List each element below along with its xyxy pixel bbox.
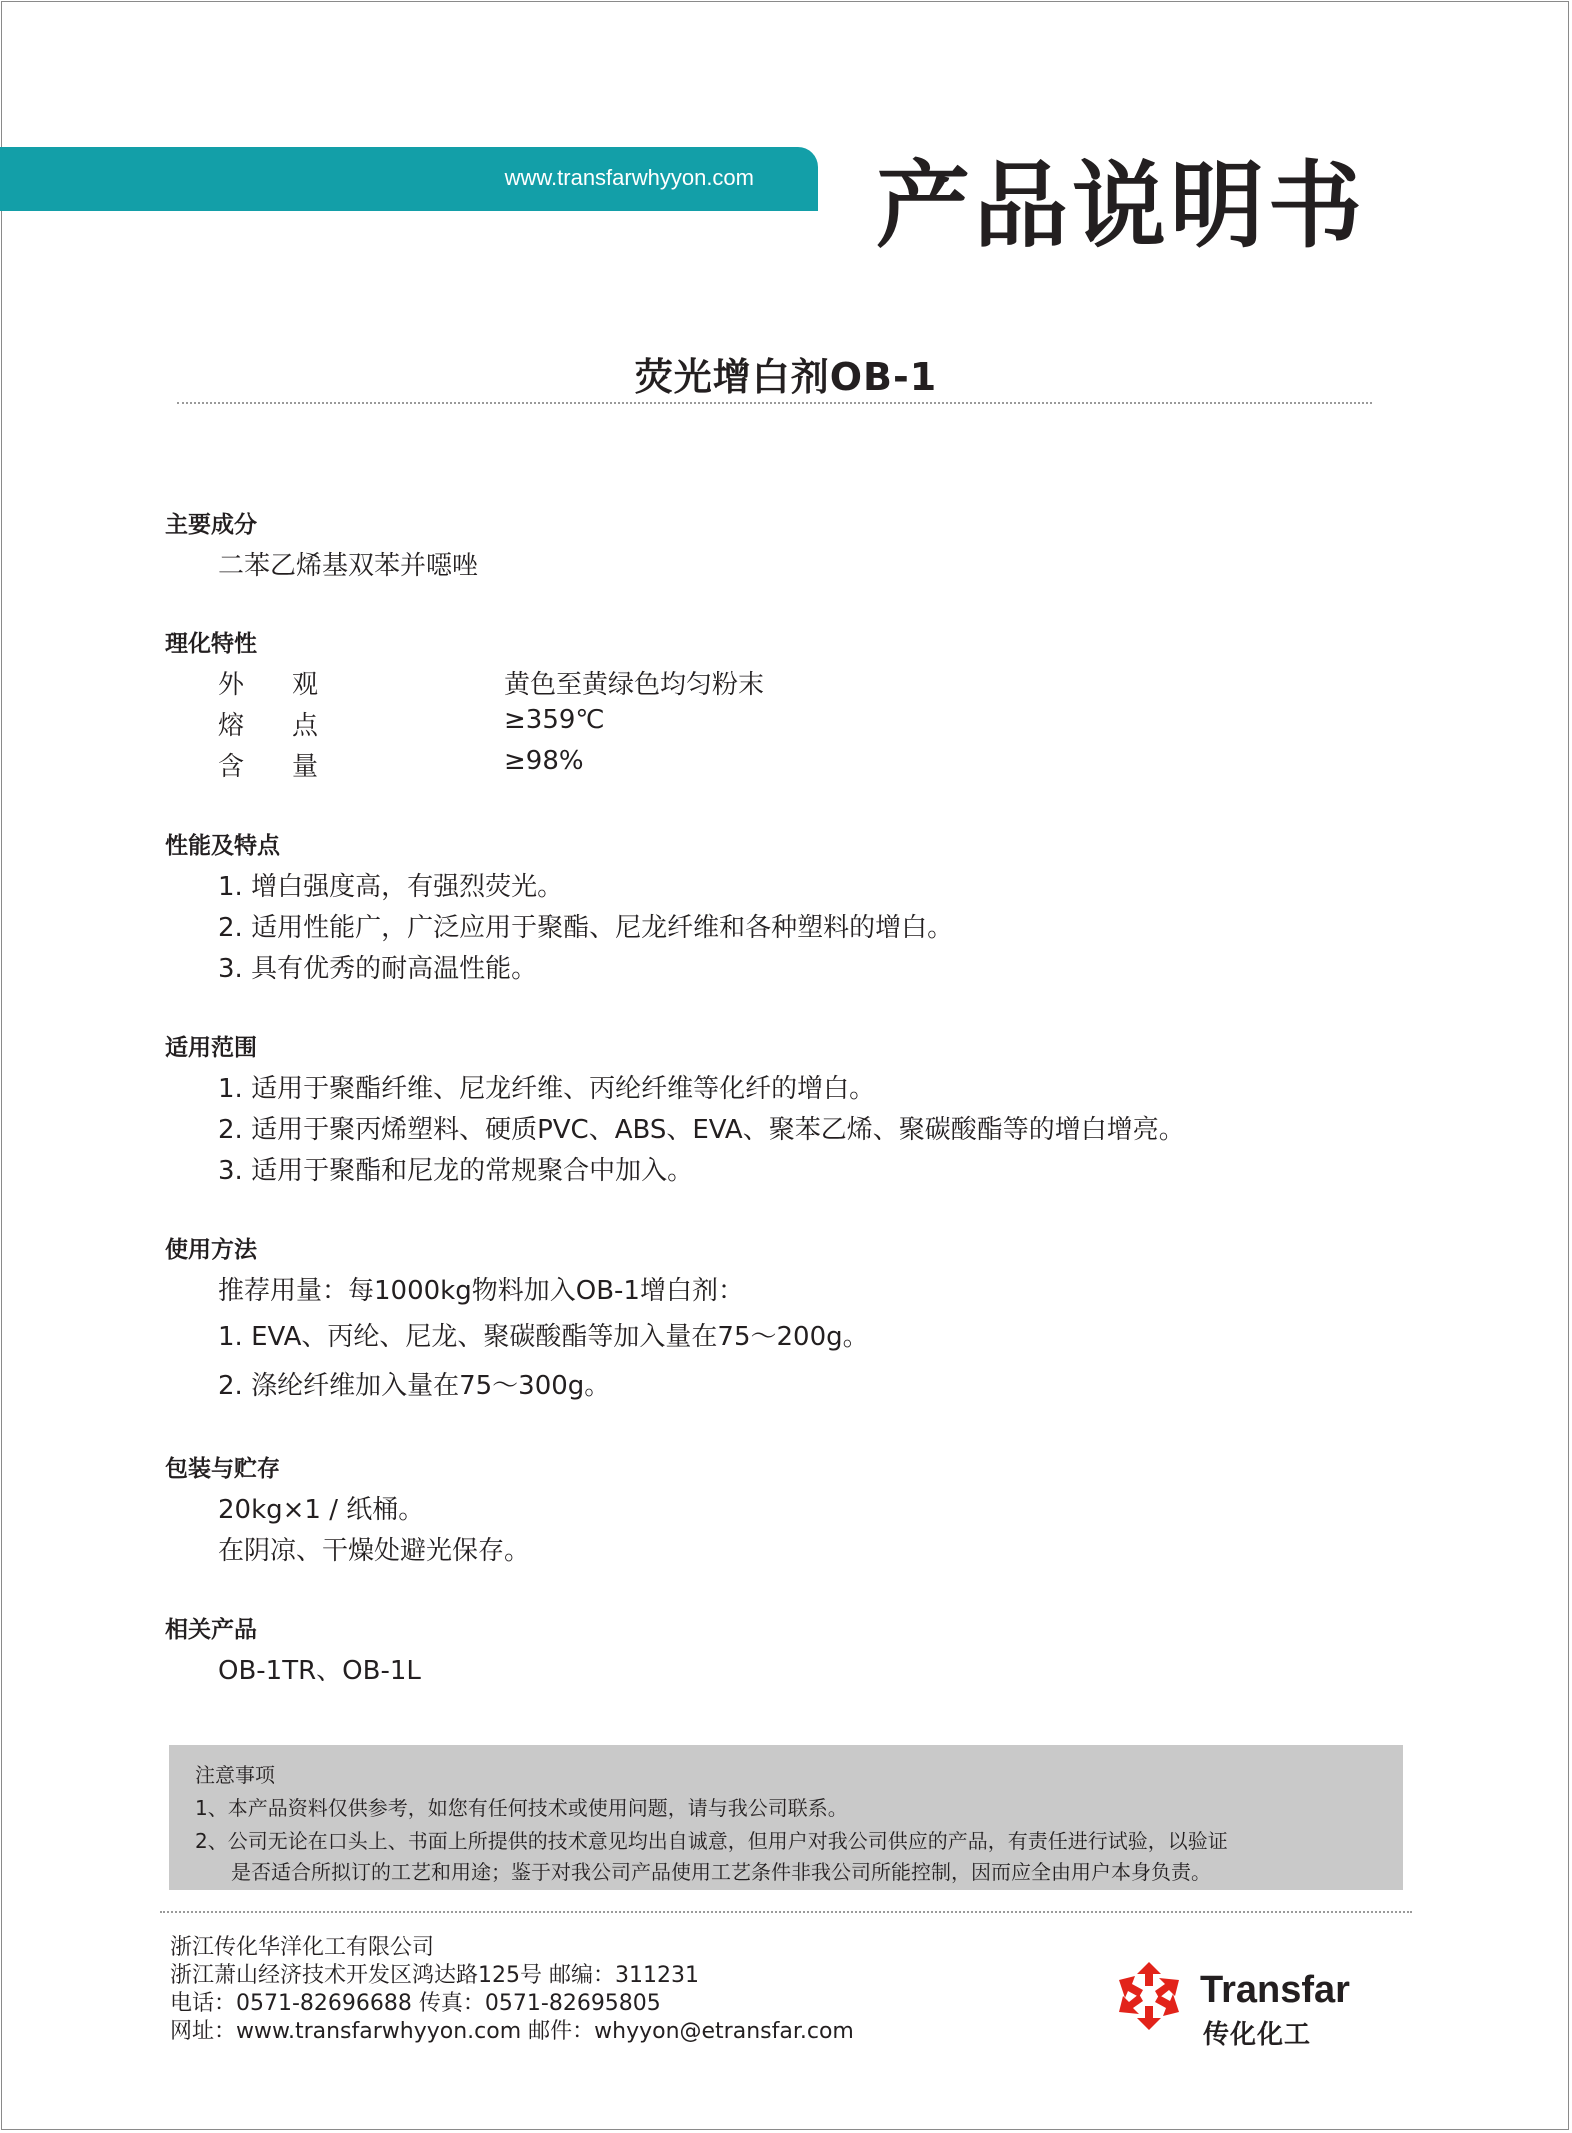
label-char: 量 [291, 752, 318, 782]
feature-item: 3. 具有优秀的耐高温性能。 [218, 954, 538, 984]
header-url-bar [0, 147, 818, 211]
title-divider [177, 402, 1372, 404]
scope-item: 3. 适用于聚酯和尼龙的常规聚合中加入。 [218, 1156, 694, 1186]
feature-item: 1. 增白强度高，有强烈荧光。 [218, 872, 564, 902]
scope-item: 1. 适用于聚酯纤维、尼龙纤维、丙纶纤维等化纤的增白。 [218, 1074, 876, 1104]
label-char: 熔 [218, 711, 245, 741]
brand-name-cn: 传化化工 [1203, 2020, 1312, 2050]
section-heading-packaging: 包装与贮存 [165, 1456, 280, 1482]
packaging-item: 20kg×1 / 纸桶。 [218, 1495, 425, 1525]
section-heading-composition: 主要成分 [165, 512, 257, 538]
notice-heading: 注意事项 [195, 1763, 275, 1787]
footer-divider [160, 1911, 1412, 1913]
usage-item: 2. 涤纶纤维加入量在75〜300g。 [218, 1371, 611, 1401]
property-label-content [218, 746, 318, 783]
website-url[interactable]: www.transfarwhyyon.com [504, 165, 754, 190]
product-title: 荧光增白剂OB-1 [634, 355, 938, 399]
brand-name-en: Transfar [1200, 1969, 1350, 2011]
section-heading-scope: 适用范围 [165, 1035, 257, 1061]
section-heading-features: 性能及特点 [165, 833, 280, 859]
page-title: 产品说明书 [876, 152, 1367, 261]
property-label-appearance [218, 664, 318, 701]
transfar-logo-icon [1113, 1960, 1185, 2032]
property-value-melting-point: ≥359℃ [504, 705, 605, 735]
property-label-melting-point [218, 705, 318, 742]
notice-item: 2、公司无论在口头上、书面上所提供的技术意见均出自诚意，但用户对我公司供应的产品，有责任进行试验，以验证 [195, 1829, 1228, 1853]
label-char: 观 [291, 670, 318, 700]
section-heading-properties: 理化特性 [165, 631, 257, 657]
related-product-item: OB-1TR、OB-1L [218, 1656, 421, 1686]
label-char: 点 [291, 711, 318, 741]
company-phone-fax: 电话：0571-82696688 传真：0571-82695805 [170, 1991, 661, 2016]
scope-item: 2. 适用于聚丙烯塑料、硬质PVC、ABS、EVA、聚苯乙烯、聚碳酸酯等的增白增亮。 [218, 1115, 1185, 1145]
packaging-item: 在阴凉、干燥处避光保存。 [218, 1536, 531, 1566]
composition-line: 二苯乙烯基双苯并噁唑 [218, 551, 479, 581]
feature-item: 2. 适用性能广，广泛应用于聚酯、尼龙纤维和各种塑料的增白。 [218, 913, 954, 943]
usage-item: 1. EVA、丙纶、尼龙、聚碳酸酯等加入量在75〜200g。 [218, 1322, 869, 1352]
label-char: 外 [218, 670, 245, 700]
notice-item: 1、本产品资料仅供参考，如您有任何技术或使用问题，请与我公司联系。 [195, 1796, 848, 1820]
section-heading-related: 相关产品 [165, 1617, 257, 1643]
notice-item: 是否适合所拟订的工艺和用途；鉴于对我公司产品使用工艺条件非我公司所能控制，因而应全由用户本身负责。 [231, 1860, 1211, 1884]
usage-item: 推荐用量：每1000kg物料加入OB-1增白剂： [218, 1276, 744, 1306]
company-address: 浙江萧山经济技术开发区鸿达路125号 邮编：311231 [170, 1963, 699, 1988]
company-web-email[interactable]: 网址：www.transfarwhyyon.com 邮件：whyyon@etransfar.com [170, 2019, 854, 2044]
property-value-content: ≥98% [504, 746, 584, 776]
company-name: 浙江传化华洋化工有限公司 [170, 1935, 435, 1960]
section-heading-usage: 使用方法 [165, 1237, 257, 1263]
label-char: 含 [218, 752, 245, 782]
property-value-appearance: 黄色至黄绿色均匀粉末 [504, 670, 765, 700]
notice-box [169, 1745, 1403, 1890]
